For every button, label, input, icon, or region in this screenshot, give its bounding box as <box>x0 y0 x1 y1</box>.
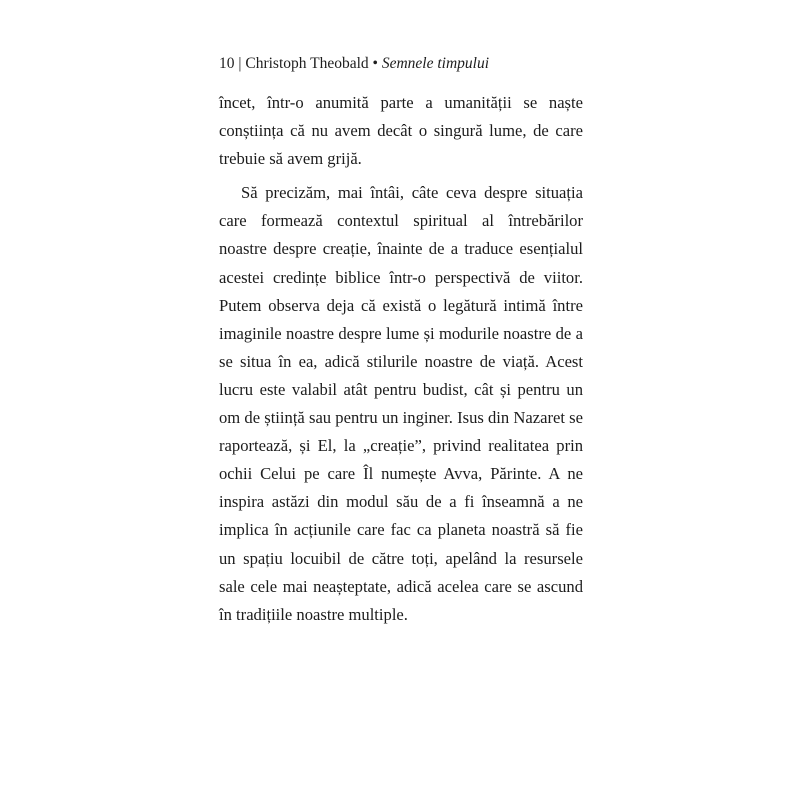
paragraph-continued: încet, într-o anumită parte a umanității se naște conștiința că nu avem decât o singură lume, de care trebuie să avem grijă. <box>219 93 583 169</box>
body-text <box>219 89 583 629</box>
author-name: Christoph Theobald <box>245 55 369 72</box>
running-header <box>219 55 489 73</box>
header-bullet: • <box>368 55 382 72</box>
header-separator: | <box>234 55 246 72</box>
page-number: 10 <box>219 55 235 72</box>
book-title: Semnele timpului <box>381 55 490 72</box>
paragraph: Să precizăm, mai întâi, câte ceva despre situația care formează contextul spiritual al întrebărilor noastre despre creație, înainte de a traduce esențialul acestei credințe biblice într-o perspectivă de viitor. Putem observa deja că există o legătură intimă între imaginile noastre despre lume și modurile noastre de a se situa în ea, adică stilurile noastre de viață. Acest lucru este valabil atât pentru budist, cât și pentru un om de știință sau pentru un inginer. Isus din Nazaret se raportează, și El, la „creație”, privind realitatea prin ochii Celui pe care Îl numește Avva, Părinte. A ne inspira astăzi din modul său de a fi înseamnă a ne implica în acțiunile care fac ca planeta noastră să fie un spațiu locuibil de către toți, apelând la resursele sale cele mai neașteptate, adică acelea care se ascund în tradițiile noastre multiple. <box>219 183 583 624</box>
